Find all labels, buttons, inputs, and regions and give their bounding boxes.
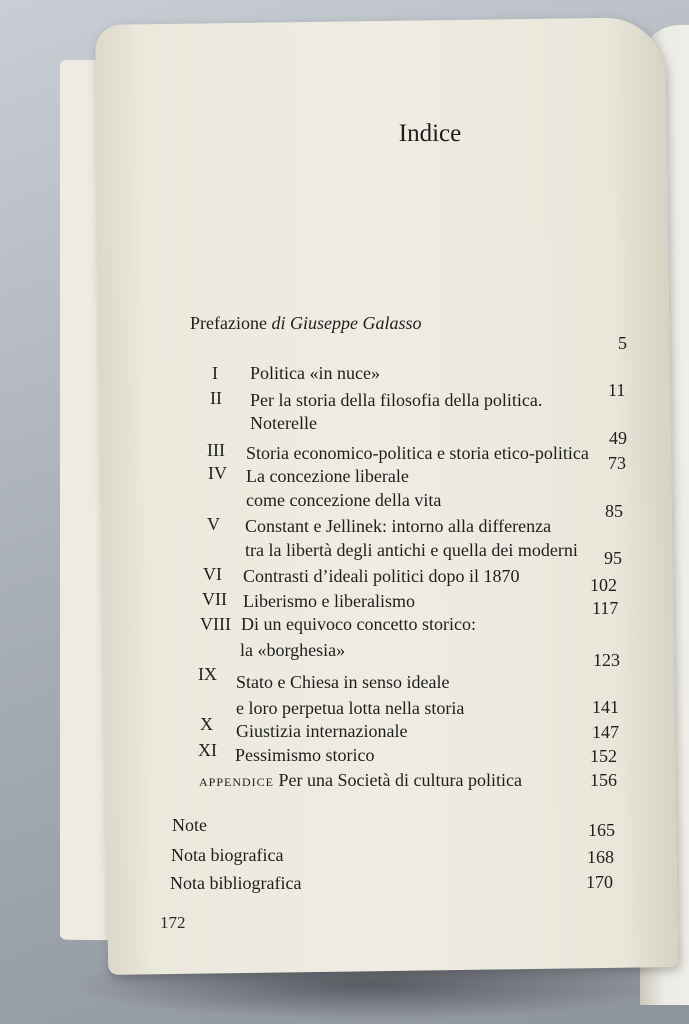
chapter-roman: III bbox=[207, 440, 225, 460]
chapter-title: Politica «in nuce» bbox=[250, 363, 380, 383]
back-matter-label: Note bbox=[172, 815, 207, 835]
chapter-title: Per la storia della filosofia della politica. bbox=[250, 390, 543, 410]
chapter-page: 11 bbox=[608, 380, 626, 400]
chapter-page: 73 bbox=[608, 453, 626, 473]
chapter-page: 85 bbox=[605, 501, 623, 521]
chapter-roman: V bbox=[207, 514, 220, 534]
appendix-title: Per una Società di cultura politica bbox=[278, 770, 522, 790]
back-matter-page: 170 bbox=[586, 872, 613, 892]
back-matter-page: 165 bbox=[588, 820, 615, 840]
preface-label: Prefazione bbox=[190, 313, 272, 333]
appendix-line bbox=[199, 770, 522, 791]
chapter-title: la «borghesia» bbox=[240, 640, 346, 660]
chapter-title: Giustizia internazionale bbox=[236, 721, 408, 741]
chapter-roman: VII bbox=[202, 589, 227, 609]
back-matter-label: Nota biografica bbox=[171, 845, 284, 865]
chapter-page: 49 bbox=[609, 428, 627, 448]
chapter-title: Noterelle bbox=[250, 413, 317, 433]
preface-di: di bbox=[271, 313, 290, 333]
chapter-roman: X bbox=[200, 714, 213, 734]
chapter-roman: IV bbox=[208, 463, 227, 483]
chapter-title: e loro perpetua lotta nella storia bbox=[236, 698, 465, 718]
chapter-title: Storia economico-politica e storia etico-politica bbox=[246, 443, 589, 463]
chapter-roman: I bbox=[212, 363, 218, 383]
chapter-title: Di un equivoco concetto storico: bbox=[241, 614, 476, 634]
chapter-page: 123 bbox=[593, 650, 620, 670]
chapter-page: 147 bbox=[592, 722, 619, 742]
appendix-label: APPENDICE bbox=[199, 775, 275, 789]
chapter-title: Constant e Jellinek: intorno alla differenza bbox=[245, 516, 552, 536]
chapter-title: Pessimismo storico bbox=[235, 745, 375, 765]
chapter-roman: XI bbox=[198, 740, 217, 760]
chapter-title: La concezione liberale bbox=[246, 466, 409, 486]
chapter-title: come concezione della vita bbox=[246, 490, 442, 510]
chapter-title: Stato e Chiesa in senso ideale bbox=[236, 672, 450, 692]
chapter-page: 152 bbox=[590, 746, 617, 766]
chapter-roman: VI bbox=[203, 564, 222, 584]
preface-line bbox=[190, 313, 421, 334]
chapter-page: 102 bbox=[590, 575, 617, 595]
chapter-title: Contrasti d’ideali politici dopo il 1870 bbox=[243, 566, 520, 586]
chapter-roman: VIII bbox=[200, 614, 231, 634]
chapter-page: 117 bbox=[592, 598, 619, 618]
page-number: 172 bbox=[160, 913, 186, 932]
preface-page: 5 bbox=[618, 333, 627, 353]
chapter-roman: II bbox=[210, 388, 222, 408]
preface-author: Giuseppe Galasso bbox=[289, 313, 422, 333]
back-matter-label: Nota bibliografica bbox=[170, 873, 302, 893]
page-title: Indice bbox=[398, 120, 462, 147]
chapter-title: Liberismo e liberalismo bbox=[243, 591, 415, 611]
chapter-page: 95 bbox=[604, 548, 622, 568]
back-matter-page: 168 bbox=[587, 847, 614, 867]
chapter-title: tra la libertà degli antichi e quella dei moderni bbox=[245, 540, 578, 560]
chapter-page: 141 bbox=[592, 697, 619, 717]
appendix-page: 156 bbox=[590, 770, 617, 790]
chapter-roman: IX bbox=[198, 664, 217, 684]
